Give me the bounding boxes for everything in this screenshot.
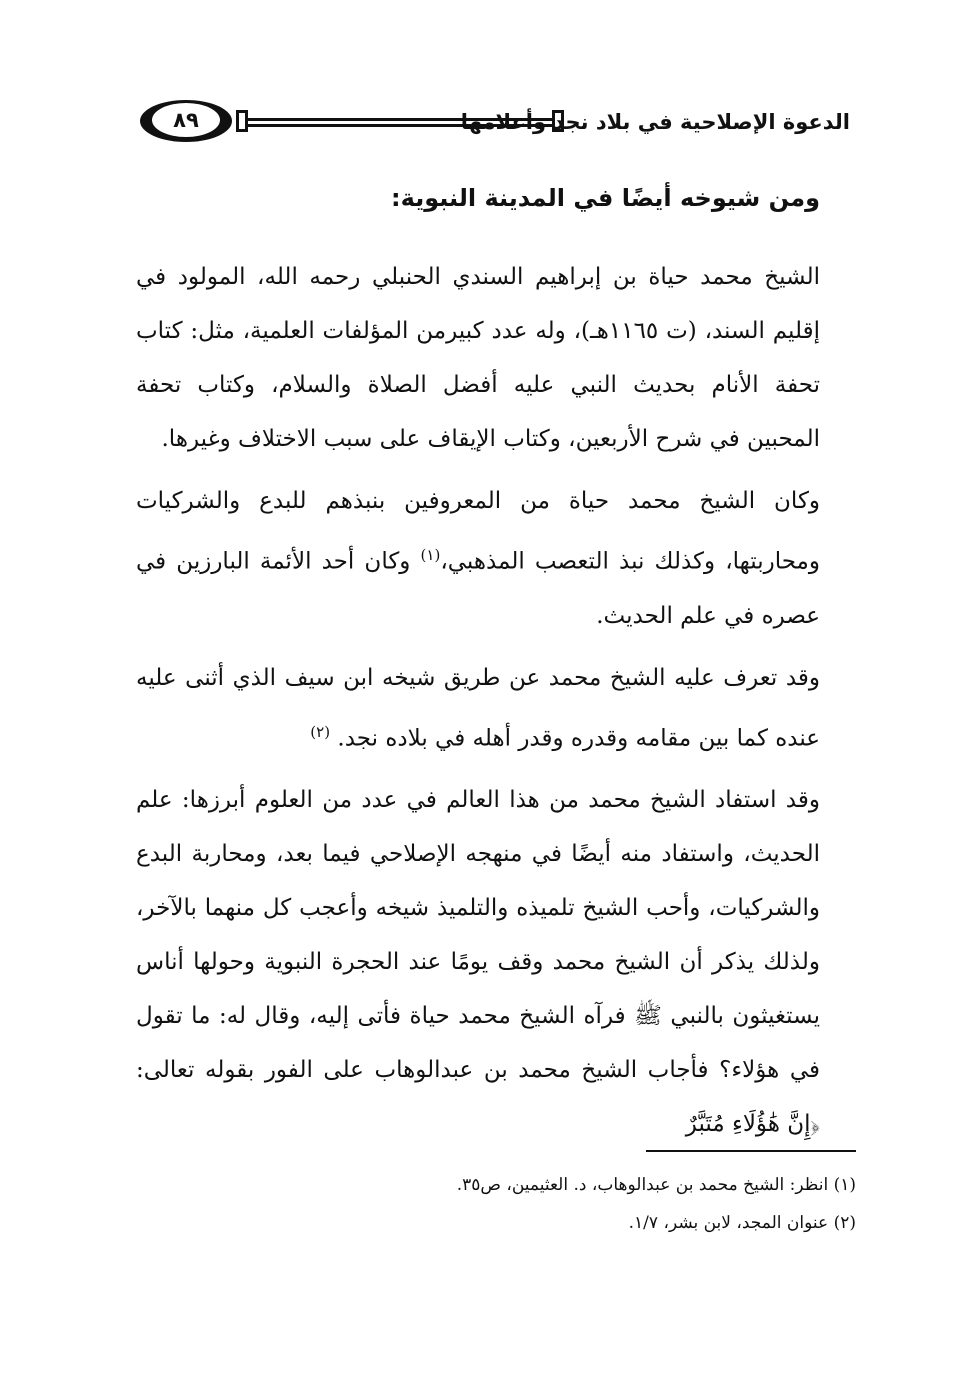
- paragraph-4: وقد استفاد الشيخ محمد من هذا العالم في عدد من العلوم أبرزها: علم الحديث، واستفاد منه أيضًا في منهجه الإصلاحي فيما بعد، ومحاربة البدع والشركيات، وأحب الشيخ تلميذه والتلميذ شيخه وأعجب كل منهما بالآخر، ولذلك يذكر أن الشيخ محمد وقف يومًا عند الحجرة النبوية وحولها أناس يستغيثون بالنبي ﷺ فرآه الشيخ محمد حياة فأتى إليه، وقال له: ما تقول في هؤلاء؟ فأجاب الشيخ محمد بن عبدالوهاب على الفور بقوله تعالى: ﴿إِنَّ هَٰؤُلَاءِ مُتَبَّرٌ: [136, 787, 820, 1138]
- paragraph-3-text: وقد تعرف عليه الشيخ محمد عن طريق شيخه ابن سيف الذي أثنى عليه عنده كما بين مقامه وقدره وقدر أهله في بلاده نجد.: [136, 664, 820, 752]
- footnote-ref-1: (١): [420, 546, 441, 564]
- footnote-divider: [646, 1150, 856, 1152]
- footnote-1: (١) انظر: الشيخ محمد بن عبدالوهاب، د. العثيمين، ص٣٥.: [456, 1175, 856, 1195]
- section-heading: ومن شيوخه أيضًا في المدينة النبوية:: [391, 184, 820, 212]
- paragraph-2-text-cont: وكان أحد الأئمة البارزين في عصره في علم الحديث.: [136, 548, 820, 629]
- page-header: [140, 100, 850, 150]
- main-text: [136, 178, 820, 1159]
- page-number-badge: [140, 100, 232, 142]
- footnote-ref-2: (٢): [310, 722, 331, 741]
- footnotes: [216, 1166, 856, 1242]
- running-title: الدعوة الإصلاحية في بلاد نجد وأعلامها: [460, 110, 850, 134]
- footnote-2: (٢) عنوان المجد، لابن بشر، ١/٧.: [628, 1213, 856, 1233]
- paragraph-1: الشيخ محمد حياة بن إبراهيم السندي الحنبلي رحمه الله، المولود في إقليم السند، (ت ١١٦٥هـ)، وله عدد كبيرمن المؤلفات العلمية، مثل: كتاب تحفة الأنام بحديث النبي عليه أفضل الصلاة والسلام، وكتاب تحفة المحبين في شرح الأربعين، وكتاب الإيقاف على سبب الاختلاف وغيرها.: [136, 264, 820, 452]
- paragraph-3: [136, 651, 820, 766]
- page-number: ٨٩: [152, 103, 220, 137]
- paragraph-2: [136, 474, 820, 643]
- paragraph-2-text: وكان الشيخ محمد حياة من المعروفين بنبذهم للبدع والشركيات ومحاربتها، وكذلك نبذ التعصب المذهبي،: [136, 488, 820, 575]
